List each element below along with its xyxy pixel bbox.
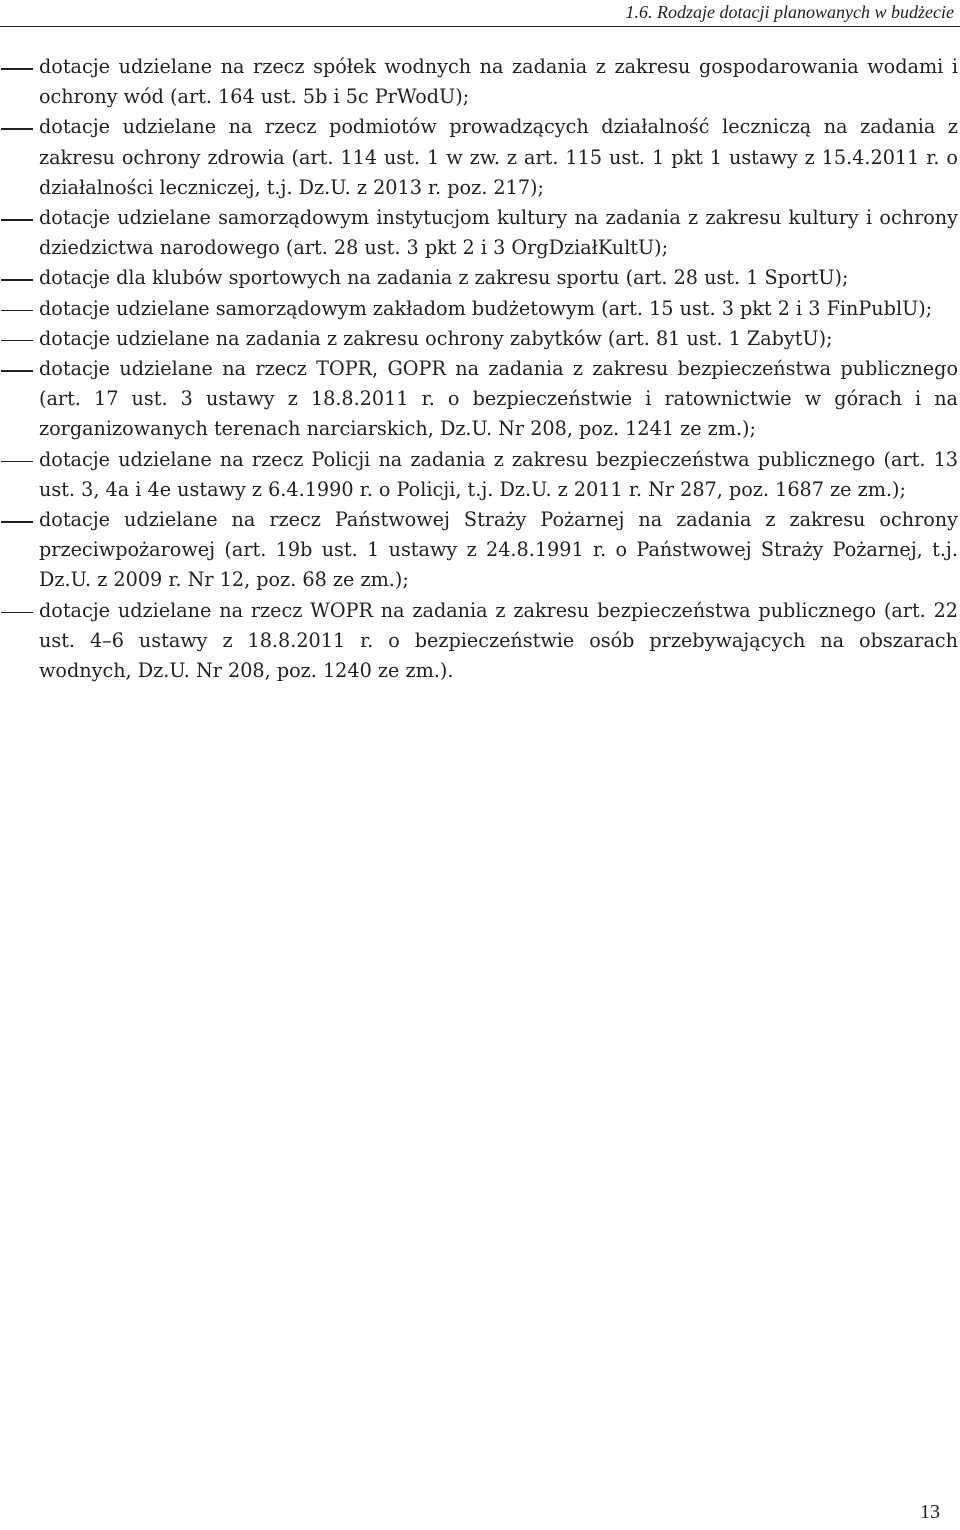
dash-bullet [1,354,33,384]
dash-bullet [1,112,33,142]
running-header [0,0,960,27]
dash-bullet [1,505,33,535]
list-item [0,263,958,293]
list-item [0,445,958,505]
list-item-text: dotacje udzielane na zadania z zakresu ochrony zabytków (art. 81 ust. 1 ZabytU); [39,326,833,350]
list-item [0,52,958,112]
dash-bullet [1,294,33,324]
list-item-text: dotacje dla klubów sportowych na zadania z zakresu sportu (art. 28 ust. 1 SportU); [39,266,849,290]
dash-bullet [1,324,33,354]
running-header-title: 1.6. Rodzaje dotacji planowanych w budżecie [625,2,954,22]
list-item [0,354,958,445]
dash-bullet [1,445,33,475]
list-item-text: dotacje udzielane samorządowym zakładom budżetowym (art. 15 ust. 3 pkt 2 i 3 FinPublU); [39,296,933,320]
list-item [0,112,958,203]
list-item-text: dotacje udzielane samorządowym instytucjom kultury na zadania z zakresu kultury i ochrony dziedzictwa narodowego (art. 28 ust. 3 pkt 2 i 3 OrgDziałKultU); [39,206,958,260]
list-item-text: dotacje udzielane na rzecz Państwowej Straży Pożarnej na zadania z zakresu ochrony przeciwpożarowej (art. 19b ust. 1 ustawy z 24.8.1991 r. o Państwowej Straży Pożarnej, t.j. Dz.U. z 2009 r. Nr 12, poz. 68 ze zm.); [39,508,958,592]
list-item-text: dotacje udzielane na rzecz podmiotów prowadzących działalność leczniczą na zadania z zakresu ochrony zdrowia (art. 114 ust. 1 w zw. z art. 115 ust. 1 pkt 1 ustawy z 15.4.2011 r. o działalności leczniczej, t.j. Dz.U. z 2013 r. poz. 217); [39,115,958,199]
list-item-text: dotacje udzielane na rzecz TOPR, GOPR na zadania z zakresu bezpieczeństwa publicznego (art. 17 ust. 3 ustawy z 18.8.2011 r. o bezpieczeństwie i ratownictwie w górach i na zorganizowanych terenach narciarskich, Dz.U. Nr 208, poz. 1241 ze zm.); [39,357,958,441]
list-item [0,294,958,324]
list-item [0,203,958,263]
list-item-text: dotacje udzielane na rzecz spółek wodnych na zadania z zakresu gospodarowania wodami i ochrony wód (art. 164 ust. 5b i 5c PrWodU); [39,55,958,109]
page-number: 13 [920,1501,940,1523]
list-item [0,505,958,596]
list-item-text: dotacje udzielane na rzecz Policji na zadania z zakresu bezpieczeństwa publicznego (art. 13 ust. 3, 4a i 4e ustawy z 6.4.1990 r. o Policji, t.j. Dz.U. z 2011 r. Nr 287, poz. 1687 ze zm.); [39,447,958,501]
dash-bullet [1,596,33,626]
dash-bullet [1,203,33,233]
list-item [0,324,958,354]
list-item-text: dotacje udzielane na rzecz WOPR na zadania z zakresu bezpieczeństwa publicznego (art. 22 ust. 4–6 ustawy z 18.8.2011 r. o bezpieczeństwie osób przebywających na obszarach wodnych, Dz.U. Nr 208, poz. 1240 ze zm.). [39,598,958,683]
dash-bullet [1,52,33,82]
subsidy-list [0,52,958,686]
dash-bullet [1,263,33,293]
list-item [0,596,958,687]
